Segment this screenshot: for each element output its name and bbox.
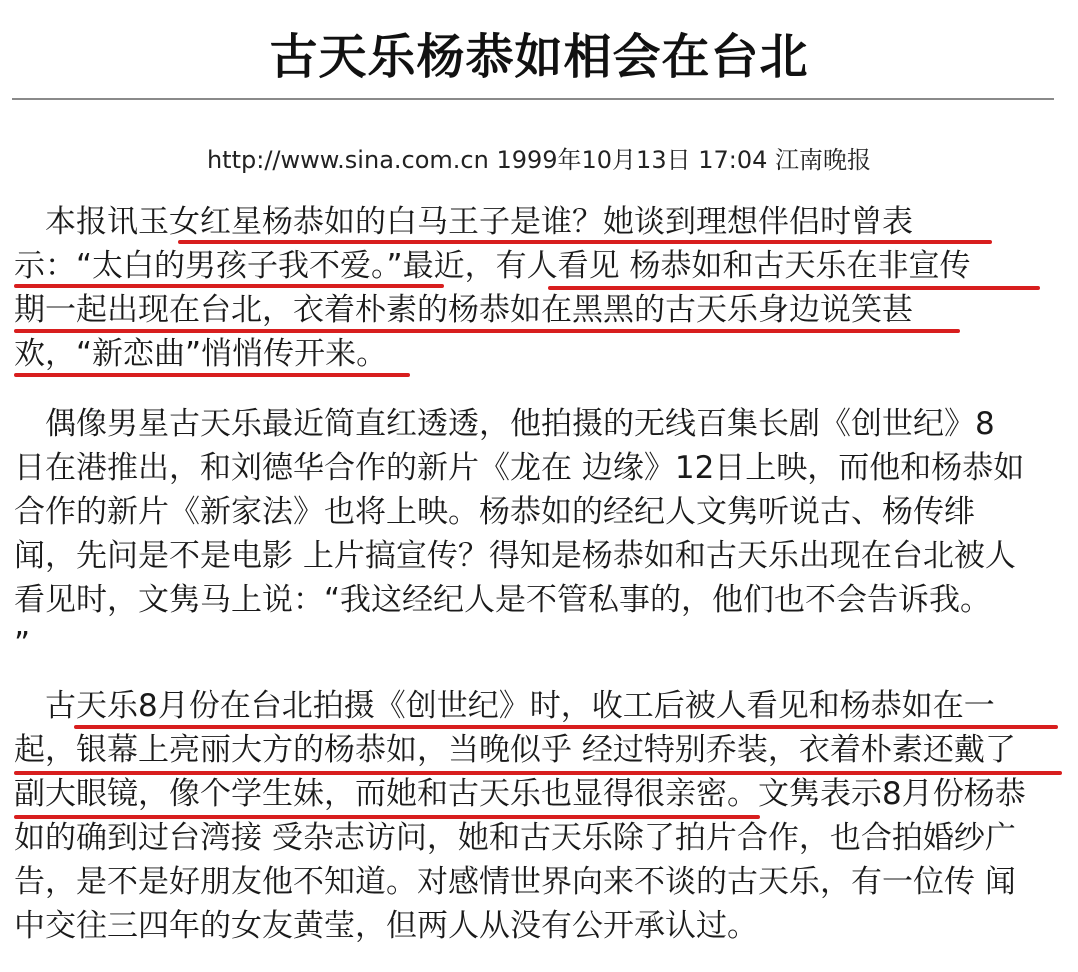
paragraph-2 [14, 402, 1064, 666]
paragraph-line: ” [14, 626, 31, 662]
paragraph-line: 中交往三四年的女友黄莹，但两人从没有公开承认过。 [14, 908, 758, 944]
paragraph-line: 古天乐8月份在台北拍摄《创世纪》时，收工后被人看见和杨恭如在一 [14, 688, 995, 724]
highlight-underline [178, 240, 992, 244]
highlight-underline [14, 329, 960, 333]
article-title: 古天乐杨恭如相会在台北 [269, 29, 809, 85]
highlight-underline [548, 286, 1040, 290]
title-divider [12, 98, 1054, 100]
paragraph-line: 示：“太白的男孩子我不爱。”最近，有人看见 杨恭如和古天乐在非宣传 [14, 248, 971, 284]
paragraph-line: 告，是不是好朋友他不知道。对感情世界向来不谈的古天乐，有一位传 闻 [14, 864, 1016, 900]
paragraph-line: 起，银幕上亮丽大方的杨恭如，当晚似乎 经过特别乔装，衣着朴素还戴了 [14, 732, 1016, 768]
paragraph-line: 期一起出现在台北，衣着朴素的杨恭如在黑黑的古天乐身边说笑甚 [14, 292, 913, 328]
highlight-underline [14, 771, 1062, 775]
highlight-underline [14, 373, 410, 377]
paragraph-line: 日在港推出，和刘德华合作的新片《龙在 边缘》12日上映，而他和杨恭如 [14, 450, 1025, 486]
paragraph-line: 偶像男星古天乐最近简直红透透，他拍摄的无线百集长剧《创世纪》8 [14, 406, 995, 442]
highlight-underline [14, 284, 444, 288]
paragraph-line: 欢，“新恋曲”悄悄传开来。 [14, 336, 388, 372]
article-byline: http://www.sina.com.cn 1999年10月13日 17:04 江南晚报 [206, 146, 872, 174]
highlight-underline [14, 815, 760, 819]
paragraph-line: 副大眼镜，像个学生妹，而她和古天乐也显得很亲密。文隽表示8月份杨恭 [14, 776, 1026, 812]
paragraph-line: 合作的新片《新家法》也将上映。杨恭如的经纪人文隽听说古、杨传绯 [14, 494, 975, 530]
paragraph-line: 看见时，文隽马上说：“我这经纪人是不管私事的，他们也不会告诉我。 [14, 582, 992, 618]
highlight-underline [74, 725, 1058, 729]
paragraph-line: 如的确到过台湾接 受杂志访问，她和古天乐除了拍片合作，也合拍婚纱广 [14, 820, 1016, 856]
paragraph-line: 闻，先问是不是电影 上片搞宣传？得知是杨恭如和古天乐出现在台北被人 [14, 538, 1016, 574]
paragraph-line: 本报讯玉女红星杨恭如的白马王子是谁？她谈到理想伴侣时曾表 [14, 204, 913, 240]
